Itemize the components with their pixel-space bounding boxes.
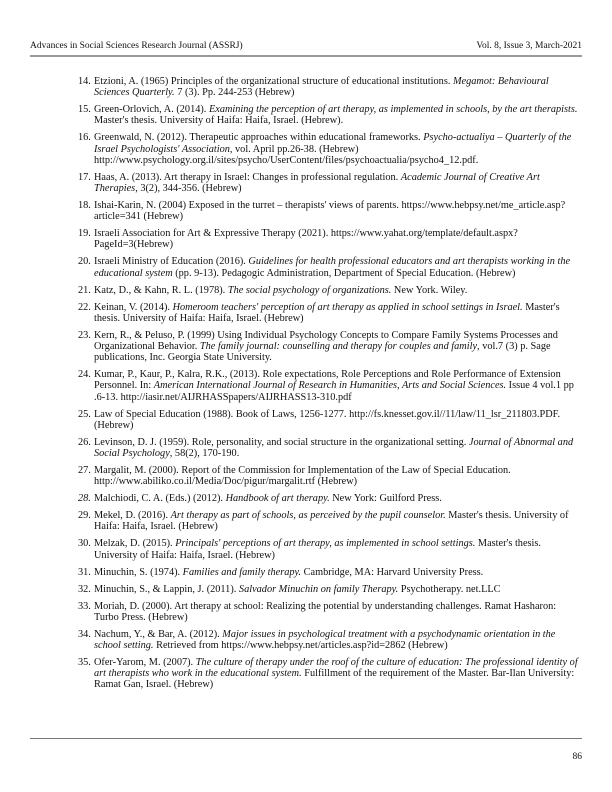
reference-text: Kumar, P., Kaur, P., Kalra, R.K., (2013). Role expectations, Role Perceptions and Role Performance of Extension Personnel. In: — [94, 369, 561, 392]
reference-number: 26. — [78, 436, 91, 448]
reference-number: 27. — [78, 465, 91, 477]
reference-number: 22. — [78, 301, 91, 313]
reference-text: Psychotherapy. net.LLC — [398, 583, 501, 595]
reference-text: Etzioni, A. (1965) Principles of the organizational structure of educational institutions. — [94, 76, 453, 87]
reference-title: The culture of therapy under the roof of the culture of education: The professional identity of art therapists who work in the educational system. — [94, 657, 578, 680]
issue-info: Vol. 8, Issue 3, March-2021 — [476, 41, 582, 51]
reference-number: 23. — [78, 329, 91, 341]
reference-title: Guidelines for health professional educators and art therapists working in the educational system — [94, 256, 571, 279]
reference-item — [78, 493, 582, 504]
reference-number: 34. — [78, 628, 91, 640]
reference-item — [78, 228, 582, 250]
reference-number: 28. — [78, 493, 91, 505]
journal-title: Advances in Social Sciences Research Journal (ASSRJ) — [30, 41, 243, 51]
page-number: 86 — [572, 752, 582, 762]
reference-text: Law of Special Education (1988). Book of Laws, 1256-1277. http://fs.knesset.gov.il//11/law/11_lsr_211803.PDF. (Hebrew) — [94, 408, 561, 431]
reference-text: Melzak, D. (2015). — [94, 538, 176, 550]
reference-title: Handbook of art therapy. — [225, 493, 330, 505]
reference-item — [78, 567, 582, 578]
reference-number: 33. — [78, 600, 91, 612]
reference-text: (pp. 9-13). Pedagogic Administration, Department of Special Education. (Hebrew) — [172, 267, 516, 279]
reference-item — [78, 104, 582, 126]
reference-item — [78, 510, 582, 532]
reference-title: Psycho-actualiya – Quarterly of the Israel Psychologists' Association — [94, 132, 572, 155]
reference-item — [78, 409, 582, 431]
reference-text: Ishai-Karin, N. (2004) Exposed in the turret – therapists' views of parents. https://www.hebpsy.net/me_article.asp?article=341 (Hebrew) — [94, 200, 566, 223]
reference-text: Cambridge, MA: Harvard University Press. — [301, 566, 484, 578]
reference-text: Minuchin, S. (1974). — [94, 566, 183, 578]
reference-item — [78, 538, 582, 560]
reference-text: New York: Guilford Press. — [329, 493, 442, 505]
reference-text: Israeli Ministry of Education (2016). — [94, 256, 249, 268]
reference-item — [78, 465, 582, 487]
reference-number: 35. — [78, 657, 91, 669]
reference-title: Megamot: Behavioural Sciences Quarterly. — [94, 76, 549, 99]
reference-number: 20. — [78, 256, 91, 268]
reference-number: 17. — [78, 171, 91, 183]
reference-title: Journal of Abnormal and Social Psychology — [94, 436, 574, 460]
reference-text: Margalit, M. (2000). Report of the Commission for Implementation of the Law of Special Education. http://www.abiliko.co.il/Media/Doc/pigur/margalit.rtf (Hebrew) — [94, 465, 511, 488]
reference-title: The social psychology of organizations. — [227, 284, 392, 296]
reference-number: 15. — [78, 104, 91, 116]
reference-text: , 3(2), 344-356. (Hebrew) — [135, 183, 242, 195]
reference-number: 16. — [78, 132, 91, 144]
reference-text: , vol. April pp.26-38. (Hebrew) http://www.psychology.org.il/sites/psycho/UserContent/files/psychoactualia/psycho4_12.pdf. — [94, 143, 479, 166]
reference-list — [78, 76, 582, 696]
reference-text: Green-Orlovich, A. (2014). — [94, 104, 209, 116]
reference-title: Academic Journal of Creative Art Therapies — [94, 171, 540, 195]
reference-item — [78, 256, 582, 278]
reference-text: Retrieved from https://www.hebpsy.net/articles.asp?id=2862 (Hebrew) — [153, 640, 448, 652]
reference-number: 19. — [78, 228, 91, 240]
reference-text: Moriah, D. (2000). Art therapy at school: Realizing the potential by understanding challenges. Ramat Hasharon: Turbo Press. (Hebrew) — [94, 600, 557, 623]
reference-title: American International Journal of Research in Humanities, Arts and Social Sciences. — [153, 380, 507, 392]
reference-title: Principals' perceptions of art therapy, as implemented in school settings. — [175, 538, 476, 550]
reference-text: Master's thesis. University of Haifa: Haifa, Israel. (Hebrew) — [94, 510, 569, 533]
reference-item — [78, 285, 582, 296]
reference-title: Examining the perception of art therapy, as implemented in schools, by the art therapists. — [208, 104, 578, 116]
reference-number: 25. — [78, 408, 91, 420]
reference-text: Ofer-Yarom, M. (2007). — [94, 657, 196, 669]
reference-item — [78, 200, 582, 222]
reference-text: 7 (3). Pp. 244-253 (Hebrew) — [174, 87, 295, 99]
reference-text: Keinan, V. (2014). — [94, 301, 173, 313]
reference-text: Haas, A. (2013). Art therapy in Israel: Changes in professional regulation. — [94, 171, 401, 183]
reference-item — [78, 657, 582, 691]
reference-number: 21. — [78, 284, 91, 296]
reference-item — [78, 172, 582, 194]
reference-item — [78, 302, 582, 324]
header-divider — [30, 55, 582, 57]
reference-text: , 58(2), 170-190. — [169, 448, 240, 460]
footer-divider — [30, 738, 582, 739]
reference-number: 30. — [78, 538, 91, 550]
reference-text: Katz, D., & Kahn, R. L. (1978). — [94, 284, 228, 296]
reference-text: Minuchin, S., & Lappin, J. (2011). — [94, 583, 239, 595]
reference-title: Families and family therapy. — [182, 566, 302, 578]
reference-text: Master's thesis. University of Haifa: Haifa, Israel. (Hebrew) — [94, 538, 541, 561]
reference-text: , vol.7 (3) p. Sage publications, Inc. Georgia State University. — [94, 341, 551, 364]
reference-text: Levinson, D. J. (1959). Role, personality, and social structure in the organizational setting. — [94, 436, 469, 448]
reference-item — [78, 369, 582, 403]
reference-title: Major issues in psychological treatment with a psychodynamic orientation in the school setting. — [94, 628, 556, 652]
reference-number: 31. — [78, 566, 91, 578]
reference-title: The family journal: counselling and therapy for couples and family — [199, 341, 478, 353]
reference-text: New York. Wiley. — [391, 284, 468, 296]
reference-item — [78, 330, 582, 364]
reference-title: Salvador Minuchin on family Therapy. — [238, 583, 399, 595]
reference-text: Israeli Association for Art & Expressive Therapy (2021). https://www.yahat.org/template/default.aspx?PageId=3(Hebrew) — [94, 228, 518, 251]
reference-item — [78, 584, 582, 595]
running-header — [30, 41, 582, 51]
reference-title: Art therapy as part of schools, as perceived by the pupil counselor. — [170, 510, 446, 522]
reference-number: 29. — [78, 510, 91, 522]
reference-title: Homeroom teachers' perception of art therapy as applied in school settings in Israel. — [172, 301, 523, 313]
reference-text: Master's thesis. University of Haifa: Haifa, Israel. (Hebrew) — [94, 301, 560, 324]
reference-text: Issue 4 vol.1 pp .6-13. http://iasir.net/AIJRHASSpapers/AIJRHASS13-310.pdf — [94, 380, 574, 403]
reference-number: 24. — [78, 369, 91, 381]
reference-text: Mekel, D. (2016). — [94, 510, 171, 522]
reference-text: Fulfillment of the requirement of the Master. Bar-Ilan University: Ramat Gan, Israel. (Hebrew) — [94, 668, 575, 691]
reference-number: 18. — [78, 200, 91, 212]
reference-item — [78, 601, 582, 623]
reference-text: Nachum, Y., & Bar, A. (2012). — [94, 628, 223, 640]
reference-text: Malchiodi, C. A. (Eds.) (2012). — [94, 493, 226, 505]
reference-number: 32. — [78, 583, 91, 595]
reference-item — [78, 76, 582, 98]
reference-text: Kern, R., & Peluso, P. (1999) Using Individual Psychology Concepts to Compare Family Systems Processes and Organizational Behavior. — [94, 329, 558, 353]
reference-text: Master's thesis. University of Haifa: Haifa, Israel. (Hebrew). — [94, 115, 344, 127]
reference-number: 14. — [78, 76, 91, 87]
reference-item — [78, 437, 582, 459]
reference-text: Greenwald, N. (2012). Therapeutic approaches within educational frameworks. — [94, 132, 424, 144]
reference-item — [78, 132, 582, 166]
reference-item — [78, 629, 582, 651]
